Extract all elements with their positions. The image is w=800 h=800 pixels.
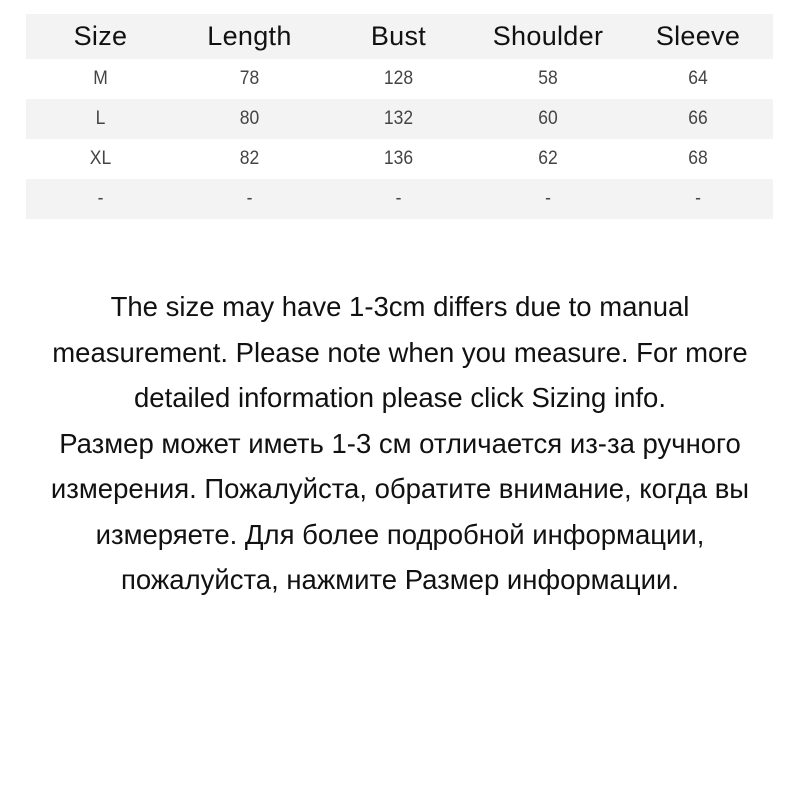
table-row (26, 139, 773, 179)
measurement-note-english: The size may have 1-3cm differs due to manual measurement. Please note when you measure. For more detailed information please click Sizing info. (52, 291, 748, 413)
size-chart-header (26, 14, 773, 59)
cell-length: 78 (239, 68, 260, 89)
cell-length: 80 (239, 108, 260, 129)
measurement-note (20, 284, 780, 603)
header-bust: Bust (370, 21, 427, 51)
cell-shoulder: 58 (538, 68, 558, 89)
cell-sleeve: 64 (688, 68, 708, 89)
cell-shoulder: - (545, 188, 551, 209)
cell-sleeve: 68 (688, 148, 708, 169)
cell-bust: 136 (383, 148, 414, 169)
header-row (26, 14, 773, 59)
size-chart-body (26, 59, 773, 219)
cell-size: M (93, 68, 108, 89)
cell-length: 82 (239, 148, 260, 169)
header-length: Length (207, 21, 292, 51)
size-chart-table (26, 14, 773, 219)
cell-bust: 132 (383, 108, 414, 129)
table-row (26, 99, 773, 139)
cell-sleeve: - (695, 188, 701, 209)
measurement-note-russian: Размер может иметь 1-3 см отличается из-за ручного измерения. Пожалуйста, обратите внимание, когда вы измеряете. Для более подробной информации, пожалуйста, нажмите Размер информации. (50, 427, 750, 595)
cell-length: - (246, 188, 253, 209)
cell-size: - (97, 188, 104, 209)
cell-shoulder: 62 (538, 148, 558, 169)
header-shoulder: Shoulder (492, 21, 604, 51)
cell-shoulder: 60 (538, 108, 558, 129)
cell-sleeve: 66 (688, 108, 708, 129)
cell-bust: - (395, 188, 402, 209)
table-row (26, 59, 773, 99)
cell-size: L (95, 108, 106, 129)
header-size: Size (73, 21, 128, 51)
cell-size: XL (89, 148, 112, 169)
header-sleeve: Sleeve (655, 21, 741, 51)
cell-bust: 128 (383, 68, 414, 89)
table-row (26, 179, 773, 219)
